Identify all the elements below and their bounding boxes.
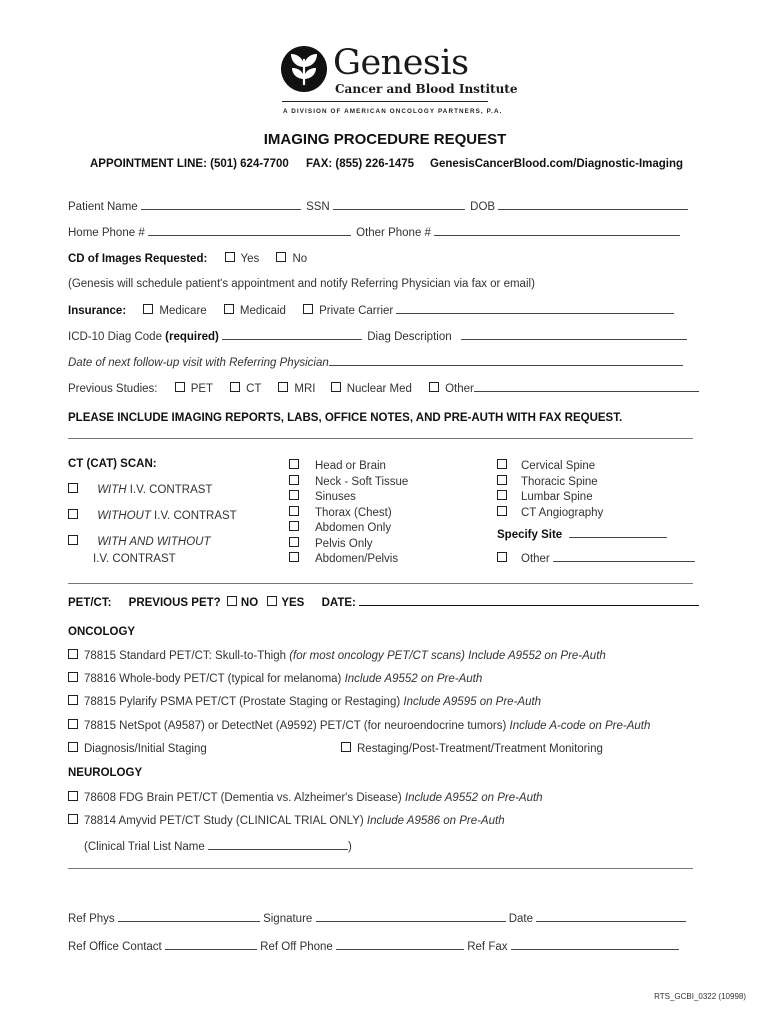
ct-mid-checkbox[interactable] [289,552,299,562]
medicaid-label: Medicaid [239,305,286,317]
ct-mid-label: Abdomen Only [315,522,392,534]
signature-field[interactable] [316,912,506,922]
diag-description-field[interactable] [461,330,687,340]
private-carrier-label: Private Carrier [319,305,394,317]
ct-without-contrast-checkbox[interactable] [68,509,78,519]
medicare-label: Medicare [159,305,207,317]
previous-studies-label: Previous Studies: [68,383,158,395]
icd-label: ICD-10 Diag Code [68,331,162,343]
neurology-checkbox[interactable] [68,814,78,824]
date-label: Date [508,913,534,925]
oncology-item [68,719,650,732]
oncology-item-label: 78816 Whole-body PET/CT (typical for melanoma) [84,673,345,685]
ct-with-contrast-label: I.V. CONTRAST [126,484,213,496]
prev-ct-checkbox[interactable] [230,382,240,392]
clinical-trial-label: (Clinical Trial List Name [84,841,205,853]
ct-scan-title: CT (CAT) SCAN: [68,458,157,470]
home-phone-field[interactable] [148,226,351,236]
oncology-checkbox[interactable] [68,719,78,729]
specify-site-label: Specify Site [497,529,563,541]
dob-label: DOB [470,201,496,213]
patient-name-field[interactable] [141,200,301,210]
ct-spine-checkbox[interactable] [497,490,507,500]
ct-other-checkbox[interactable] [497,552,507,562]
ct-mid-option [289,521,391,534]
appointment-line: APPOINTMENT LINE: (501) 624-7700 [90,158,289,170]
ref-fax-label: Ref Fax [467,941,508,953]
ct-spine-checkbox[interactable] [497,475,507,485]
ref-off-phone-field[interactable] [336,940,464,950]
oncology-item-note: Include A-code on Pre-Auth [509,720,651,732]
followup-field[interactable] [329,356,683,366]
oncology-item [68,695,541,708]
cd-no-label: No [292,253,308,265]
ct-with-contrast-checkbox[interactable] [68,483,78,493]
ct-mid-checkbox[interactable] [289,459,299,469]
home-phone-label: Home Phone # [68,227,145,239]
oncology-item [68,649,606,662]
ref-office-contact-label: Ref Office Contact [68,941,162,953]
cd-no-checkbox[interactable] [276,252,286,262]
ct-with-contrast-option [68,483,212,496]
fax-notice: PLEASE INCLUDE IMAGING REPORTS, LABS, OFFICE NOTES, AND PRE-AUTH WITH FAX REQUEST. [68,412,623,424]
oncology-checkbox[interactable] [68,672,78,682]
prev-pet-label: PET [190,383,213,395]
icd-field[interactable] [222,330,362,340]
ct-mid-checkbox[interactable] [289,521,299,531]
previous-pet-yes-label: YES [281,597,305,609]
restaging-checkbox[interactable] [341,742,351,752]
dob-field[interactable] [498,200,688,210]
clinical-trial-close: ) [347,841,352,853]
cd-images-note: (Genesis will schedule patient's appointment and notify Referring Physician via fax or email) [68,278,535,290]
oncology-checkbox[interactable] [68,695,78,705]
other-phone-field[interactable] [434,226,680,236]
ct-spine-label: CT Angiography [521,506,604,519]
ct-spine-option [497,459,595,472]
ct-mid-checkbox[interactable] [289,537,299,547]
date-field[interactable] [536,912,686,922]
ct-spine-checkbox[interactable] [497,459,507,469]
petct-date-field[interactable] [359,596,699,606]
fax-line: FAX: (855) 226-1475 [306,158,415,170]
logo-division: A DIVISION OF AMERICAN ONCOLOGY PARTNERS, P.A. [283,108,503,115]
ct-other-field[interactable] [553,552,695,562]
ct-mid-checkbox[interactable] [289,490,299,500]
other-phone-label: Other Phone # [356,227,431,239]
prev-ct-label: CT [246,383,262,395]
previous-pet-no-label: NO [240,597,259,609]
neurology-title: NEUROLOGY [68,767,143,779]
oncology-item-note: Include A9552 on Pre-Auth [344,673,483,685]
logo-subtitle: Cancer and Blood Institute [335,82,518,96]
ct-spine-option [497,490,593,503]
neurology-item [68,814,505,827]
diagnosis-staging-checkbox[interactable] [68,742,78,752]
ct-with-without-option [68,535,210,548]
ct-spine-label: Thoracic Spine [521,475,598,488]
prev-mri-checkbox[interactable] [278,382,288,392]
prev-nuclear-checkbox[interactable] [331,382,341,392]
petct-label: PET/CT: [68,597,112,609]
specify-site-field[interactable] [569,528,667,538]
ct-spine-label: Lumbar Spine [521,491,593,503]
website-link[interactable]: GenesisCancerBlood.com/Diagnostic-Imaging [430,158,684,170]
ct-mid-option [289,475,408,488]
ct-without-label: WITHOUT [97,510,151,522]
cd-yes-label: Yes [240,253,260,265]
diag-description-label: Diag Description [367,331,452,343]
ct-mid-option [289,552,398,565]
neurology-item [68,791,543,804]
followup-label: Date of next follow-up visit with Referring Physician [68,357,329,369]
oncology-item-label: 78815 Pylarify PSMA PET/CT (Prostate Staging or Restaging) [84,696,404,708]
ct-mid-label: Pelvis Only [315,537,373,550]
oncology-item-label: 78815 NetSpot (A9587) or DetectNet (A9592) PET/CT (for neuroendocrine tumors) [84,720,510,732]
logo-name: Genesis [333,43,469,83]
previous-pet-yes-checkbox[interactable] [267,596,277,606]
genesis-leaf-icon [280,45,328,93]
ct-other-label: Other [521,553,550,565]
ct-with-label: WITH [97,484,127,496]
prev-nuclear-label: Nuclear Med [346,383,412,395]
ct-without-contrast-option [68,509,237,522]
ref-office-contact-field[interactable] [165,940,257,950]
ct-spine-option [497,475,598,488]
medicaid-checkbox[interactable] [224,304,234,314]
ct-mid-checkbox[interactable] [289,506,299,516]
ct-with-without-label: WITH AND WITHOUT [97,536,211,548]
insurance-label: Insurance: [68,305,127,317]
prev-other-checkbox[interactable] [429,382,439,392]
ssn-field[interactable] [333,200,465,210]
prev-other-field[interactable] [474,382,699,392]
oncology-title: ONCOLOGY [68,626,136,638]
oncology-item-label: 78815 Standard PET/CT: Skull-to-Thigh [84,650,290,662]
cd-images-label: CD of Images Requested: [68,253,208,265]
prev-mri-label: MRI [294,383,316,395]
ct-mid-option [289,490,356,503]
prev-pet-checkbox[interactable] [175,382,185,392]
form-code: RTS_GCBI_0322 (10998) [654,992,746,1001]
ssn-label: SSN [306,201,330,213]
ref-fax-field[interactable] [511,940,679,950]
ct-mid-checkbox[interactable] [289,475,299,485]
petct-date-label: DATE: [321,597,356,609]
neurology-checkbox[interactable] [68,791,78,801]
patient-name-label: Patient Name [68,201,138,213]
ct-mid-option [289,537,373,550]
cd-yes-checkbox[interactable] [225,252,235,262]
previous-pet-label: PREVIOUS PET? [128,597,221,609]
icd-required: (required) [165,331,219,343]
medicare-checkbox[interactable] [143,304,153,314]
oncology-item-note: Include A9595 on Pre-Auth [403,696,542,708]
private-carrier-checkbox[interactable] [303,304,313,314]
oncology-checkbox[interactable] [68,649,78,659]
ref-phys-label: Ref Phys [68,913,115,925]
ct-mid-label: Head or Brain [315,460,386,472]
ct-with-without-contrast-label: I.V. CONTRAST [93,553,176,565]
ct-spine-option [497,506,603,519]
neurology-item-label: 78608 FDG Brain PET/CT (Dementia vs. Alzheimer's Disease) [84,792,405,804]
ct-mid-option [289,506,392,519]
oncology-item [68,672,482,685]
previous-pet-no-checkbox[interactable] [227,596,237,606]
ref-off-phone-label: Ref Off Phone [260,941,333,953]
ct-mid-label: Thorax (Chest) [315,506,392,519]
neurology-item-note: Include A9552 on Pre-Auth [404,792,543,804]
ct-with-without-checkbox[interactable] [68,535,78,545]
oncology-item-note: (for most oncology PET/CT scans) Include A9552 on Pre-Auth [289,650,606,662]
ct-spine-checkbox[interactable] [497,506,507,516]
ct-mid-label: Neck - Soft Tissue [315,475,409,488]
ref-phys-field[interactable] [118,912,260,922]
clinical-trial-field[interactable] [208,840,348,850]
neurology-item-note: Include A9586 on Pre-Auth [366,815,505,827]
ct-spine-label: Cervical Spine [521,460,596,472]
restaging-label: Restaging/Post-Treatment/Treatment Monitoring [357,743,603,755]
neurology-item-label: 78814 Amyvid PET/CT Study (CLINICAL TRIAL ONLY) [84,815,367,827]
page-title: IMAGING PROCEDURE REQUEST [263,131,507,148]
diagnosis-staging-label: Diagnosis/Initial Staging [84,743,207,755]
ct-without-contrast-label: I.V. CONTRAST [150,510,237,522]
ct-mid-option [289,459,386,472]
private-carrier-field[interactable] [396,304,674,314]
ct-mid-label: Sinuses [315,491,356,503]
prev-other-label: Other [445,383,474,395]
signature-label: Signature [263,913,313,925]
ct-mid-label: Abdomen/Pelvis [315,553,399,565]
